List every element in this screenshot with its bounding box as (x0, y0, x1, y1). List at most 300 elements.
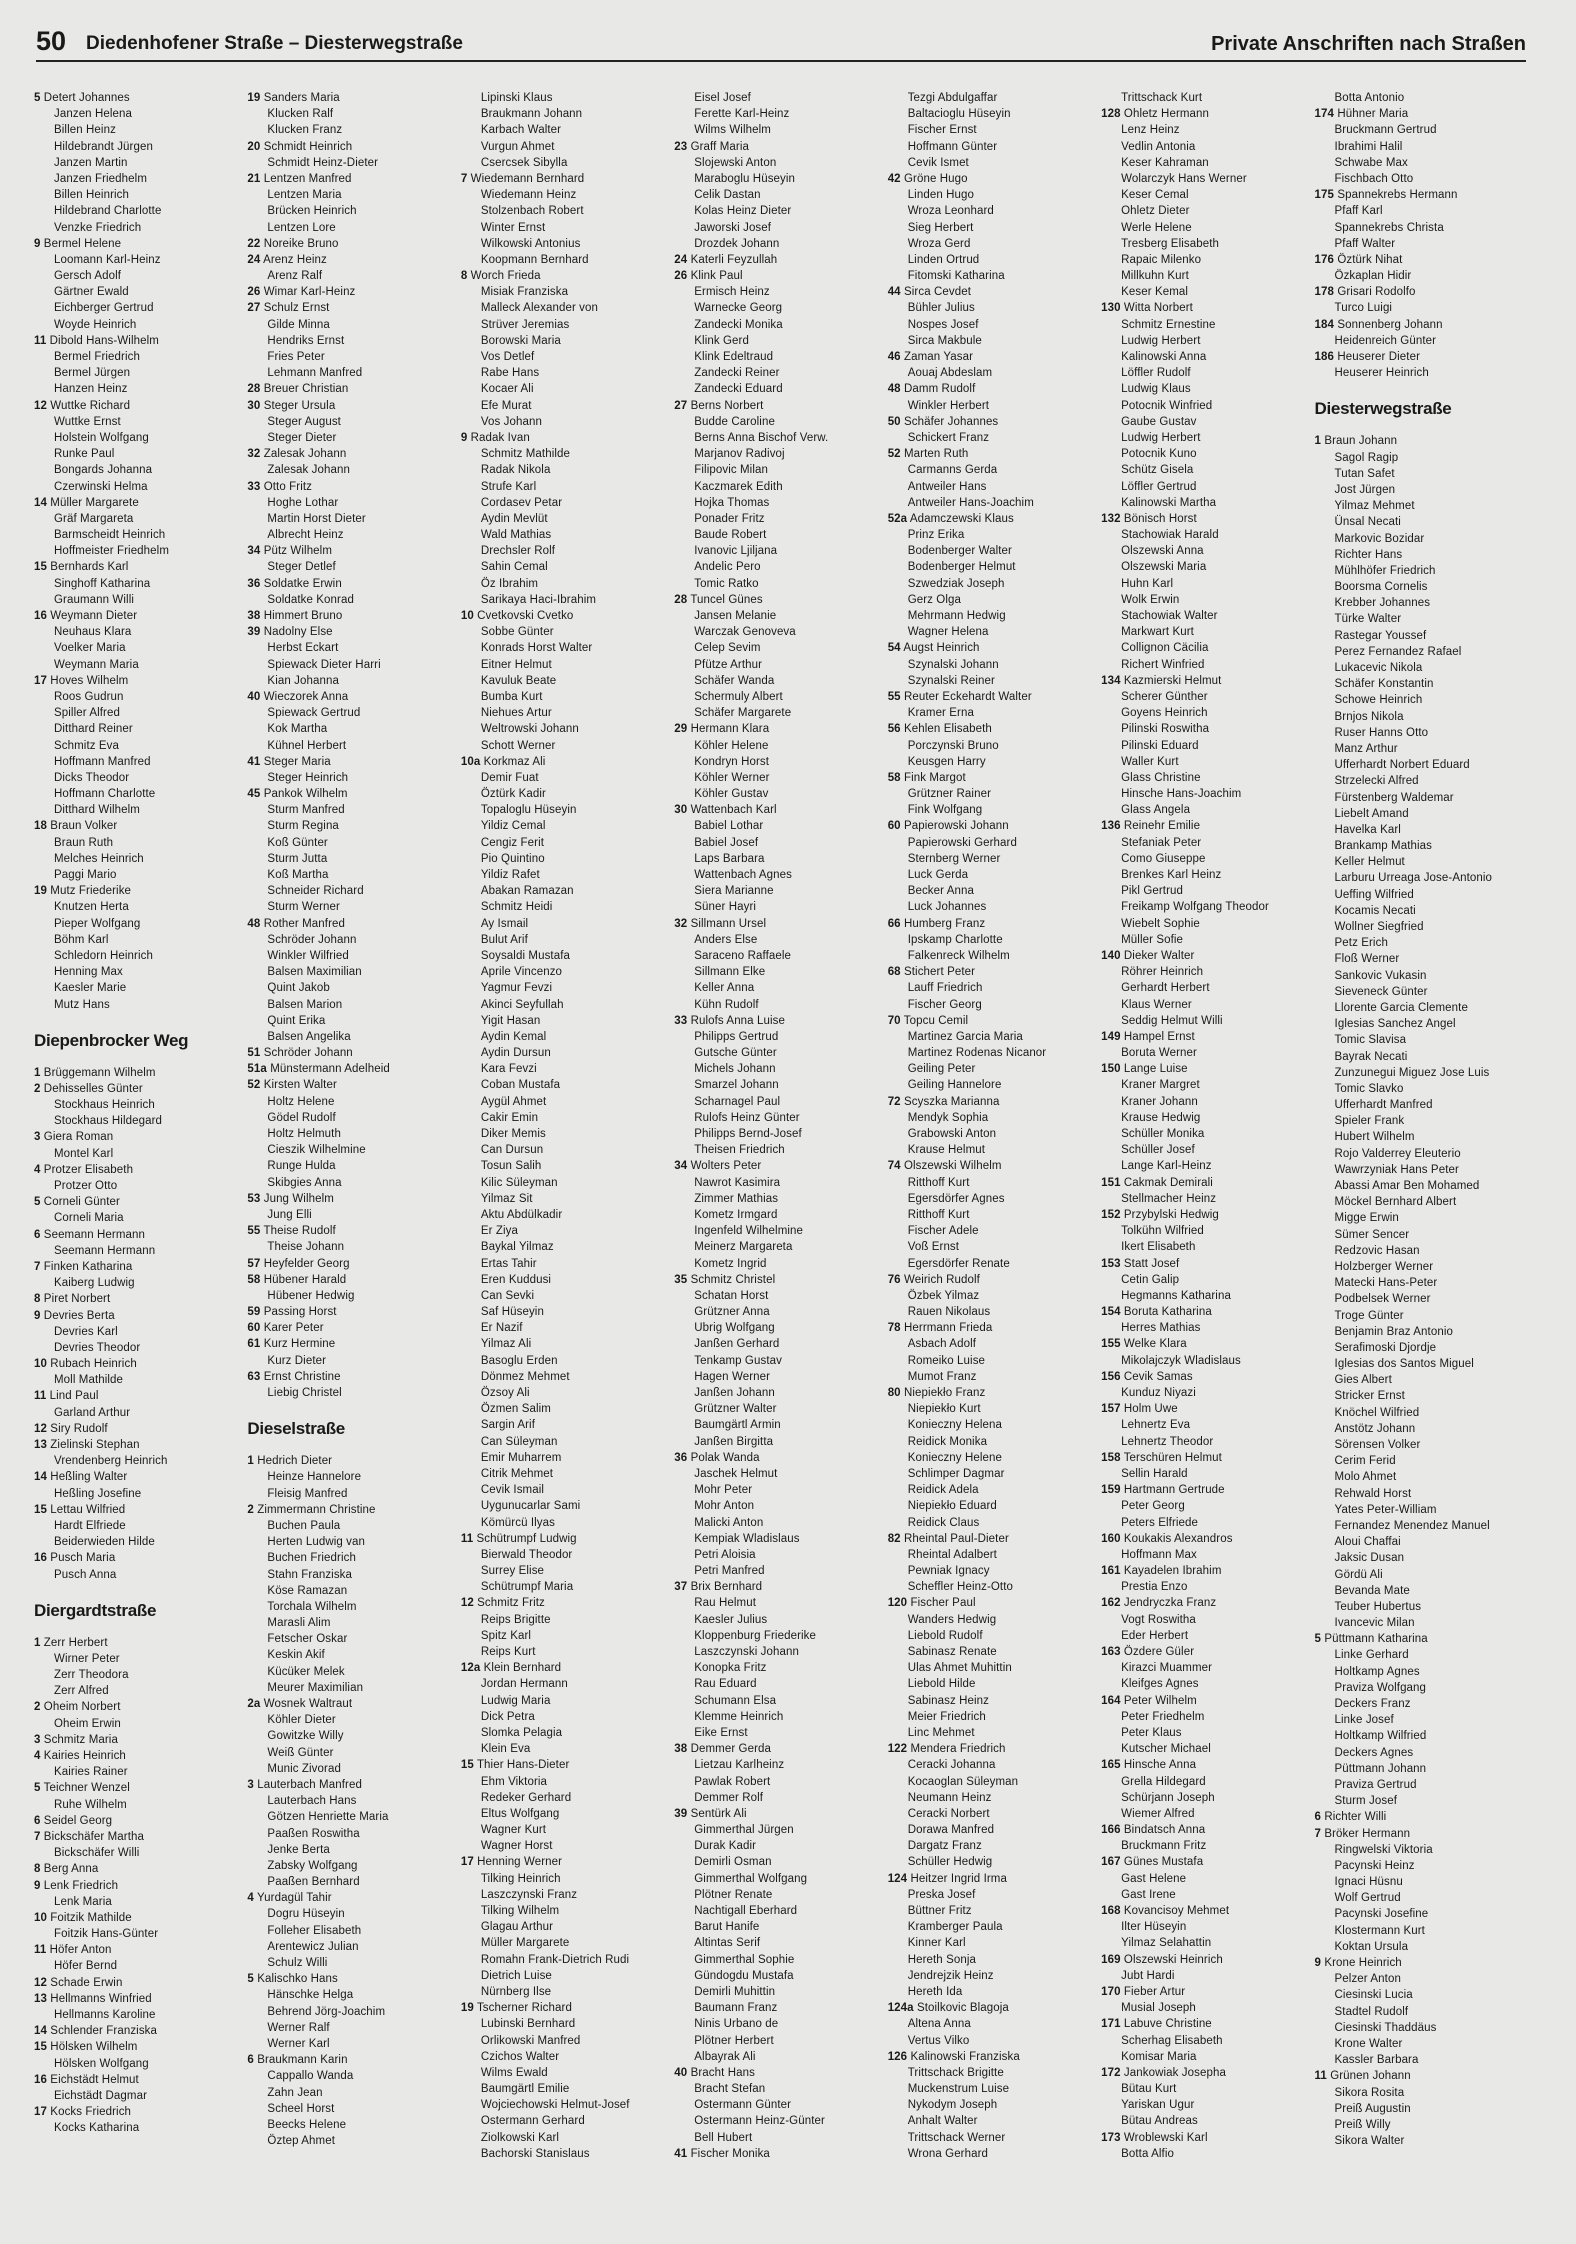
resident-entry (1315, 1437, 1522, 1453)
resident-entry (34, 155, 241, 171)
resident-entry (1101, 1612, 1308, 1628)
resident-name: Bermel Friedrich (54, 351, 140, 363)
resident-entry (461, 317, 668, 333)
resident-entry (1101, 1806, 1308, 1822)
house-number: 152 (1101, 1208, 1121, 1221)
resident-entry (34, 1845, 241, 1861)
resident-name: Ulas Ahmet Muhittin (907, 1662, 1012, 1675)
resident-entry (674, 203, 881, 219)
resident-name: Otto Fritz (263, 480, 312, 493)
resident-entry (888, 414, 1095, 430)
resident-name: Ufferhardt Manfred (1334, 1099, 1433, 1112)
resident-entry (34, 1178, 241, 1194)
resident-name: Nachtigall Eberhard (694, 1905, 798, 1917)
resident-name: Weymann Dieter (50, 610, 138, 622)
resident-name: Koopmann Bernhard (480, 253, 589, 266)
resident-name: Baltacioglu Hüseyin (907, 108, 1011, 121)
resident-entry (1315, 644, 1522, 660)
resident-entry (247, 673, 454, 689)
resident-name: Zaman Yasar (903, 351, 974, 363)
resident-name: Teuber Hubertus (1334, 1600, 1422, 1613)
house-number: 70 (887, 1014, 901, 1027)
resident-name: Becker Anna (907, 885, 974, 898)
resident-entry (247, 349, 454, 365)
resident-name: Welke Klara (1123, 1338, 1187, 1351)
resident-name: Havelka Karl (1334, 823, 1401, 836)
resident-entry (461, 657, 668, 673)
resident-entry (674, 268, 881, 284)
resident-entry (1101, 2081, 1308, 2097)
resident-entry (888, 1952, 1095, 1968)
resident-entry (247, 1239, 454, 1255)
resident-entry (34, 236, 241, 252)
house-number: 3 (34, 1131, 41, 1144)
resident-name: Moll Mathilde (54, 1374, 124, 1387)
resident-name: Mendyk Sophia (907, 1111, 989, 1124)
resident-name: Seidel Georg (43, 1814, 113, 1827)
resident-entry (34, 657, 241, 673)
resident-entry (34, 802, 241, 818)
resident-entry (674, 398, 881, 414)
resident-name: Ludwig Herbert (1121, 431, 1201, 444)
resident-entry (1101, 300, 1308, 316)
resident-name: Kolas Heinz Dieter (694, 205, 792, 218)
resident-entry (888, 2146, 1095, 2162)
resident-entry (461, 1304, 668, 1320)
resident-entry (674, 1239, 881, 1255)
resident-entry (34, 899, 241, 915)
resident-entry (461, 1725, 668, 1741)
resident-entry (674, 689, 881, 705)
resident-entry (888, 1288, 1095, 1304)
resident-entry (34, 2056, 241, 2072)
resident-name: Billen Heinrich (54, 189, 130, 202)
resident-entry (888, 1595, 1095, 1611)
resident-name: Zandecki Eduard (694, 383, 783, 396)
resident-name: Püttmann Katharina (1324, 1633, 1428, 1646)
resident-entry (461, 220, 668, 236)
resident-entry (1315, 2085, 1522, 2101)
resident-entry (247, 1583, 454, 1599)
resident-entry (1315, 220, 1522, 236)
resident-entry (34, 1958, 241, 1974)
resident-name: Ertas Tahir (480, 1257, 537, 1270)
house-number: 170 (1101, 1985, 1121, 1998)
house-number: 58 (247, 1273, 261, 1286)
resident-name: Fieber Artur (1123, 1985, 1186, 1998)
resident-name: Holtkamp Agnes (1334, 1665, 1420, 1678)
resident-name: Oheim Erwin (54, 1717, 121, 1730)
resident-entry (888, 171, 1095, 187)
resident-name: Janzen Helena (54, 108, 133, 121)
house-number: 7 (460, 172, 468, 185)
resident-name: Can Dursun (480, 1144, 544, 1157)
resident-entry (1315, 1340, 1522, 1356)
resident-entry (461, 689, 668, 705)
resident-name: Romeiko Luise (907, 1354, 986, 1367)
house-number: 18 (34, 820, 47, 833)
section-title: Private Anschriften nach Straßen (1211, 33, 1526, 55)
house-number: 12 (34, 399, 47, 412)
resident-name: Zandecki Monika (694, 318, 783, 331)
resident-entry (888, 1450, 1095, 1466)
resident-name: Vos Johann (480, 415, 542, 428)
resident-name: Beiderwieden Hilde (54, 1536, 155, 1549)
resident-entry (34, 414, 241, 430)
resident-name: Devries Berta (43, 1309, 115, 1322)
house-number: 36 (247, 577, 261, 590)
resident-name: Abassi Amar Ben Mohamed (1334, 1180, 1480, 1192)
resident-entry (34, 1210, 241, 1226)
resident-name: Marasli Alim (267, 1617, 331, 1630)
resident-name: Romahn Frank-Dietrich Rudi (480, 1953, 630, 1966)
resident-name: Linc Mehmet (907, 1726, 975, 1739)
house-number: 13 (34, 1439, 47, 1451)
resident-name: Ludwig Klaus (1121, 383, 1191, 396)
resident-name: Keser Cemal (1121, 189, 1189, 202)
resident-entry (34, 1291, 241, 1307)
resident-name: Linden Ortrud (907, 253, 980, 266)
resident-entry (247, 300, 454, 316)
resident-entry (888, 381, 1095, 397)
resident-entry (1101, 738, 1308, 754)
resident-entry (1101, 1158, 1308, 1174)
resident-name: Hellmanns Karoline (54, 2009, 156, 2021)
resident-name: Sabinasz Heinz (907, 1694, 989, 1707)
house-number: 76 (887, 1273, 901, 1286)
resident-name: Nürnberg Ilse (480, 1985, 552, 1998)
resident-entry (34, 268, 241, 284)
resident-entry (674, 640, 881, 656)
resident-name: Ohletz Hermann (1123, 108, 1210, 121)
directory-columns (34, 90, 1528, 2160)
resident-name: Braun Ruth (54, 836, 114, 849)
resident-name: Sümer Sencer (1334, 1228, 1410, 1241)
resident-name: Surrey Elise (480, 1565, 545, 1578)
resident-entry (247, 1923, 454, 1939)
resident-name: Bell Hubert (694, 2131, 753, 2144)
resident-entry (34, 1748, 241, 1764)
resident-entry (1315, 1162, 1522, 1178)
resident-entry (674, 1952, 881, 1968)
resident-name: Demmer Rolf (694, 1791, 764, 1804)
resident-name: Eike Ernst (694, 1726, 748, 1739)
resident-entry (888, 883, 1095, 899)
resident-entry (247, 851, 454, 867)
resident-entry (34, 1534, 241, 1550)
resident-name: Teichner Wenzel (43, 1782, 130, 1795)
house-number: 16 (34, 610, 47, 622)
resident-entry (34, 835, 241, 851)
resident-entry (461, 1191, 668, 1207)
resident-entry (1101, 1498, 1308, 1514)
resident-name: Waller Kurt (1121, 755, 1179, 768)
resident-entry (1315, 903, 1522, 919)
house-number: 5 (34, 92, 41, 104)
resident-name: Falkenreck Wilhelm (907, 949, 1010, 962)
resident-entry (247, 1369, 454, 1385)
resident-name: Kirazci Muammer (1121, 1662, 1213, 1675)
resident-name: Cappallo Wanda (267, 2070, 354, 2083)
resident-name: Perez Fernandez Rafael (1334, 645, 1462, 658)
resident-name: Winkler Wilfried (267, 949, 349, 962)
resident-entry (247, 1126, 454, 1142)
resident-name: Er Nazif (480, 1322, 523, 1335)
resident-entry (247, 1353, 454, 1369)
resident-entry (461, 1612, 668, 1628)
resident-entry (1315, 1129, 1522, 1145)
resident-entry (1101, 1709, 1308, 1725)
resident-name: Fischer Georg (907, 998, 982, 1011)
resident-entry (34, 624, 241, 640)
resident-name: Radak Ivan (470, 431, 530, 444)
resident-name: Zimmermann Christine (257, 1503, 376, 1516)
resident-name: Höfer Bernd (54, 1960, 118, 1973)
resident-name: Oheim Norbert (43, 1701, 121, 1714)
resident-entry (674, 462, 881, 478)
resident-name: Gerz Olga (907, 593, 961, 606)
resident-name: Schulz Willi (267, 1957, 328, 1969)
resident-name: Stahn Franziska (267, 1568, 353, 1581)
resident-entry (461, 479, 668, 495)
house-number: 9 (34, 1309, 41, 1322)
resident-name: Czichos Walter (480, 2050, 560, 2063)
resident-entry (888, 1061, 1095, 1077)
house-number: 58 (887, 771, 901, 784)
resident-entry (1101, 2113, 1308, 2129)
resident-name: Brnjos Nikola (1334, 710, 1404, 723)
resident-entry (674, 851, 881, 867)
resident-name: Brüggemann Wilhelm (43, 1066, 156, 1079)
resident-entry (1101, 2146, 1308, 2162)
resident-entry (247, 2085, 454, 2101)
resident-entry (461, 495, 668, 511)
house-number: 155 (1101, 1338, 1121, 1351)
resident-entry (1315, 268, 1522, 284)
resident-name: Spieler Frank (1334, 1115, 1405, 1128)
house-number: 3 (34, 1733, 41, 1746)
resident-name: Pfaff Karl (1334, 205, 1383, 218)
resident-name: Niepiekło Kurt (907, 1403, 981, 1416)
resident-name: Baumgärtl Armin (694, 1419, 781, 1432)
resident-entry (1315, 1113, 1522, 1129)
resident-name: Kramer Erna (907, 707, 974, 720)
resident-name: Cvetkovski Cvetko (477, 610, 574, 622)
resident-entry (1101, 122, 1308, 138)
resident-name: Cengiz Ferit (480, 836, 545, 849)
resident-name: Warczak Genoveva (694, 626, 796, 639)
resident-entry (888, 1935, 1095, 1951)
resident-entry (34, 1518, 241, 1534)
resident-name: Voelker Maria (54, 642, 126, 655)
resident-entry (1315, 741, 1522, 757)
resident-name: Cevik Samas (1123, 1370, 1193, 1383)
resident-entry (247, 1304, 454, 1320)
resident-name: Steger Heinrich (267, 771, 349, 784)
resident-entry (247, 2133, 454, 2149)
resident-entry (888, 705, 1095, 721)
resident-name: Jaksic Dusan (1334, 1552, 1405, 1565)
resident-name: Baumgärtl Emilie (480, 2083, 570, 2096)
resident-entry (1101, 139, 1308, 155)
resident-name: Balsen Maximilian (267, 966, 362, 979)
resident-name: Bickschäfer Martha (43, 1830, 145, 1843)
resident-entry (1315, 90, 1522, 106)
resident-entry (1101, 1272, 1308, 1288)
resident-name: Wald Mathias (480, 529, 552, 542)
resident-name: Weymann Maria (54, 658, 139, 671)
resident-name: Markovic Bozidar (1334, 532, 1425, 545)
resident-name: Wattenbach Agnes (694, 869, 792, 881)
resident-entry (674, 980, 881, 996)
resident-name: Scyszka Marianna (903, 1095, 1000, 1108)
resident-entry (674, 705, 881, 721)
resident-entry (34, 479, 241, 495)
resident-name: Wilms Wilhelm (694, 124, 771, 137)
resident-entry (674, 2097, 881, 2113)
resident-name: Iglesias Sanchez Angel (1334, 1018, 1456, 1031)
resident-entry (247, 155, 454, 171)
resident-entry (247, 1385, 454, 1401)
resident-name: Citrik Mehmet (480, 1467, 554, 1480)
resident-name: Yilmaz Mehmet (1334, 500, 1415, 513)
resident-entry (1315, 349, 1522, 365)
house-number: 40 (674, 2066, 688, 2079)
resident-entry (247, 1550, 454, 1566)
resident-name: Janzen Martin (54, 156, 128, 169)
house-number: 33 (674, 1014, 688, 1027)
resident-entry (1101, 1466, 1308, 1482)
resident-entry (674, 1450, 881, 1466)
resident-name: Rabe Hans (480, 367, 540, 380)
resident-name: Potocnik Winfried (1121, 399, 1213, 412)
resident-name: Reidick Monika (907, 1435, 988, 1448)
resident-entry (247, 1110, 454, 1126)
resident-name: Pankok Wilhelm (263, 788, 348, 801)
resident-name: Koß Günter (267, 836, 328, 849)
resident-entry (247, 1728, 454, 1744)
resident-entry (247, 592, 454, 608)
resident-name: Albrecht Heinz (267, 529, 344, 542)
resident-entry (461, 2097, 668, 2113)
resident-name: Gimmerthal Sophie (694, 1953, 795, 1966)
resident-name: Berg Anna (43, 1863, 99, 1876)
resident-name: Ibrahimi Halil (1334, 140, 1403, 153)
resident-name: Wimar Karl-Heinz (263, 286, 356, 299)
resident-entry (461, 2033, 668, 2049)
resident-entry (1101, 1838, 1308, 1854)
resident-entry (1101, 1401, 1308, 1417)
resident-name: Kocaer Ali (480, 383, 534, 396)
resident-entry (1315, 1421, 1522, 1437)
resident-name: Celep Sevim (694, 642, 761, 655)
house-number: 27 (247, 302, 261, 315)
resident-entry (247, 268, 454, 284)
resident-name: Hühner Maria (1337, 108, 1409, 121)
resident-entry (674, 1676, 881, 1692)
resident-entry (461, 187, 668, 203)
resident-name: Spiller Alfred (54, 707, 120, 720)
house-number: 153 (1101, 1257, 1121, 1270)
resident-name: Koktan Ursula (1334, 1940, 1409, 1953)
resident-entry (34, 1699, 241, 1715)
house-number: 26 (674, 270, 688, 283)
resident-entry (247, 1647, 454, 1663)
house-number: 45 (247, 788, 261, 801)
resident-name: Sturm Manfred (267, 804, 345, 817)
resident-name: Basoglu Erden (480, 1354, 558, 1367)
resident-name: Schneider Richard (267, 885, 364, 898)
resident-name: Rojo Valderrey Eleuterio (1334, 1147, 1461, 1160)
resident-entry (674, 333, 881, 349)
house-number: 2 (34, 1701, 41, 1714)
resident-name: Wilms Ewald (480, 2066, 548, 2079)
resident-entry (674, 1207, 881, 1223)
resident-entry (888, 1077, 1095, 1093)
resident-name: Kalinowski Anna (1121, 351, 1207, 363)
resident-entry (1315, 1372, 1522, 1388)
house-number: 34 (247, 545, 261, 558)
resident-entry (461, 1110, 668, 1126)
resident-name: Scherhag Elisabeth (1121, 2034, 1223, 2047)
resident-entry (1101, 495, 1308, 511)
resident-entry (888, 673, 1095, 689)
resident-name: Rheintal Paul-Dieter (903, 1532, 1009, 1545)
resident-entry (1315, 1469, 1522, 1485)
resident-name: Luck Johannes (907, 901, 987, 914)
resident-name: Augst Heinrich (903, 642, 980, 655)
resident-name: Werle Helene (1121, 221, 1192, 234)
resident-entry (34, 284, 241, 300)
resident-entry (1315, 806, 1522, 822)
resident-name: Kaesler Marie (54, 982, 127, 995)
resident-entry (1315, 1987, 1522, 2003)
resident-entry (1315, 790, 1522, 806)
resident-name: Dehisselles Günter (43, 1082, 143, 1095)
resident-name: Strzelecki Alfred (1334, 775, 1419, 788)
resident-name: Schmitz Christel (690, 1273, 776, 1286)
resident-entry (461, 721, 668, 737)
resident-name: Plötner Herbert (694, 2034, 774, 2047)
resident-name: Topcu Cemil (903, 1014, 969, 1027)
house-number: 10 (460, 610, 474, 622)
column-6 (1101, 90, 1314, 2160)
resident-entry (247, 624, 454, 640)
resident-name: Grützner Walter (694, 1403, 777, 1416)
resident-entry (674, 624, 881, 640)
resident-name: Aygül Ahmet (480, 1095, 547, 1108)
resident-entry (34, 2039, 241, 2055)
resident-entry (1101, 1595, 1308, 1611)
resident-entry (461, 284, 668, 300)
resident-entry (461, 139, 668, 155)
resident-name: Botta Alfio (1121, 2147, 1174, 2160)
resident-name: Tenkamp Gustav (694, 1354, 782, 1367)
resident-entry (34, 1113, 241, 1129)
resident-entry (1101, 948, 1308, 964)
resident-name: Glagau Arthur (480, 1921, 554, 1934)
resident-entry (461, 1223, 668, 1239)
resident-name: Rastegar Youssef (1334, 629, 1427, 642)
resident-name: Pikl Gertrud (1121, 885, 1184, 898)
resident-name: Troge Günter (1334, 1309, 1404, 1322)
resident-name: Eichberger Gertrud (54, 302, 154, 315)
resident-name: Schäfer Konstantin (1334, 678, 1434, 691)
resident-entry (888, 1191, 1095, 1207)
resident-name: Bernhards Karl (50, 561, 129, 574)
resident-entry (1101, 1531, 1308, 1547)
resident-name: Rubach Heinrich (50, 1358, 137, 1371)
